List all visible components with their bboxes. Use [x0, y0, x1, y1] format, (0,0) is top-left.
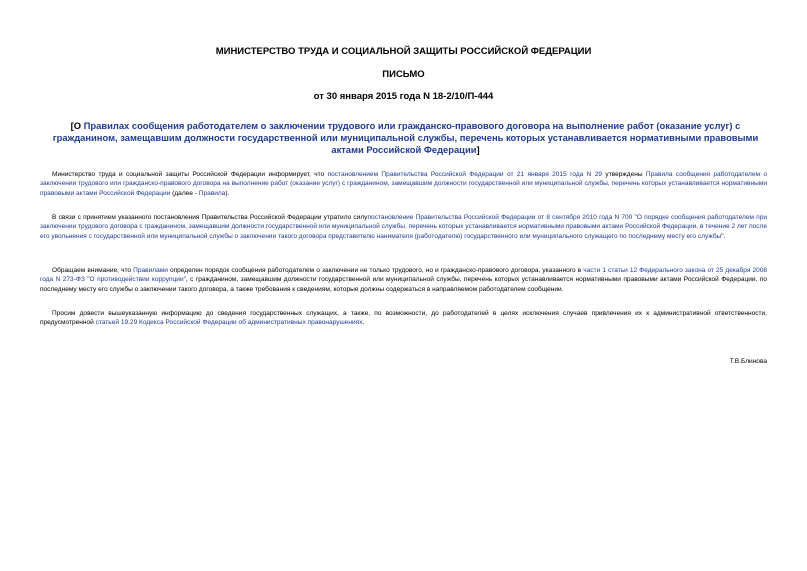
p2-text-2: ".: [721, 232, 726, 240]
p2-link-resolution-700[interactable]: постановление Правительства Российской Федерации от 8 сентября 2010 года N 700 "О порядке сообщения работодателем при заключении трудового договора с гражданином, замещавшим должности государственной или муниципальной службы, перечень которых устанавливается нормативными правовыми актами Российской Федерации, в течение 2 лет после его увольнения с государственной или муниципальной службы о заключении такого договора представителю нанимателя (работодателю) государственного или муниципального служащего по последнему месту его службы: [40, 214, 767, 240]
p3-text-2: определен порядок сообщения работодателем о заключении не только трудового, но и гражданско-правового договора, указанного в: [167, 267, 584, 274]
p1-text-2: утверждены: [602, 171, 646, 178]
p1-text-1: Министерство труда и социальной защиты Российской Федерации информирует, что: [52, 171, 328, 178]
p1-text-3: (далее -: [170, 189, 199, 197]
p4-text-1: Просим довести вышеуказанную информацию до сведения государственных служащих, а также, по возможности, до работодателей в целях исключения случаев привлечения их к административной ответственности, предусмотренной: [40, 310, 767, 327]
title-open-bracket: [О: [70, 120, 84, 131]
document-date-number: от 30 января 2015 года N 18-2/10/П-444: [313, 91, 494, 102]
ministry-name: МИНИСТЕРСТВО ТРУДА И СОЦИАЛЬНОЙ ЗАЩИТЫ РОССИЙСКОЙ ФЕДЕРАЦИИ: [215, 46, 592, 57]
paragraph-4: [40, 309, 767, 328]
signature: Т.В.Блинова: [729, 358, 767, 365]
paragraph-3: [40, 266, 767, 294]
p4-text-2: .: [362, 319, 365, 327]
p4-link-code-article[interactable]: статьей 19.29 Кодекса Российской Федерации об административных правонарушениях: [95, 319, 363, 327]
title-link[interactable]: Правилах сообщения работодателем о заключении трудового или гражданско-правового договора на выполнение работ (оказание услуг) с гражданином, замещавшим должности государственной или муниципальной службы, перечень которых устанавливается нормативными правовыми актами Российской Федерации: [52, 120, 759, 155]
p3-link-federal-law[interactable]: части 1 статьи 12 Федерального закона от 25 декабря 2008 года N 273-ФЗ "О противодействии коррупции": [40, 267, 768, 284]
p3-text-3: , с гражданином, замещавшим должности государственной или муниципальной службы, перечень которых устанавливается нормативными правовыми актами Российской Федерации, по последнему месту его службы о заключении такого договора, а также требования к сведениям, которые должны содержаться в направляемом работодателем сообщении.: [40, 276, 767, 293]
p1-link-resolution[interactable]: постановлением Правительства Российской Федерации от 21 января 2015 года N 29: [327, 171, 603, 178]
document-type: ПИСЬМО: [382, 69, 425, 80]
p1-link-rules[interactable]: Правила сообщения работодателем о заключении трудового или гражданско-правового договора на выполнение работ (оказание услуг) с гражданином, замещавшим должности государственной или муниципальной службы, перечень которых устанавливается нормативными правовыми актами Российской Федерации: [40, 171, 767, 197]
p1-link-rules-short[interactable]: Правила: [198, 189, 226, 197]
paragraph-1: [40, 170, 767, 198]
p3-text-1: Обращаем внимание, что: [52, 267, 134, 274]
p2-text-1: В связи с принятием указанного постановления Правительства Российской Федерации утратило силу: [52, 214, 368, 221]
document-title: [50, 120, 761, 156]
p1-text-4: ).: [225, 189, 230, 197]
p3-link-rules[interactable]: Правилами: [133, 267, 168, 274]
paragraph-2: [40, 213, 767, 241]
title-close-bracket: ]: [476, 144, 480, 155]
